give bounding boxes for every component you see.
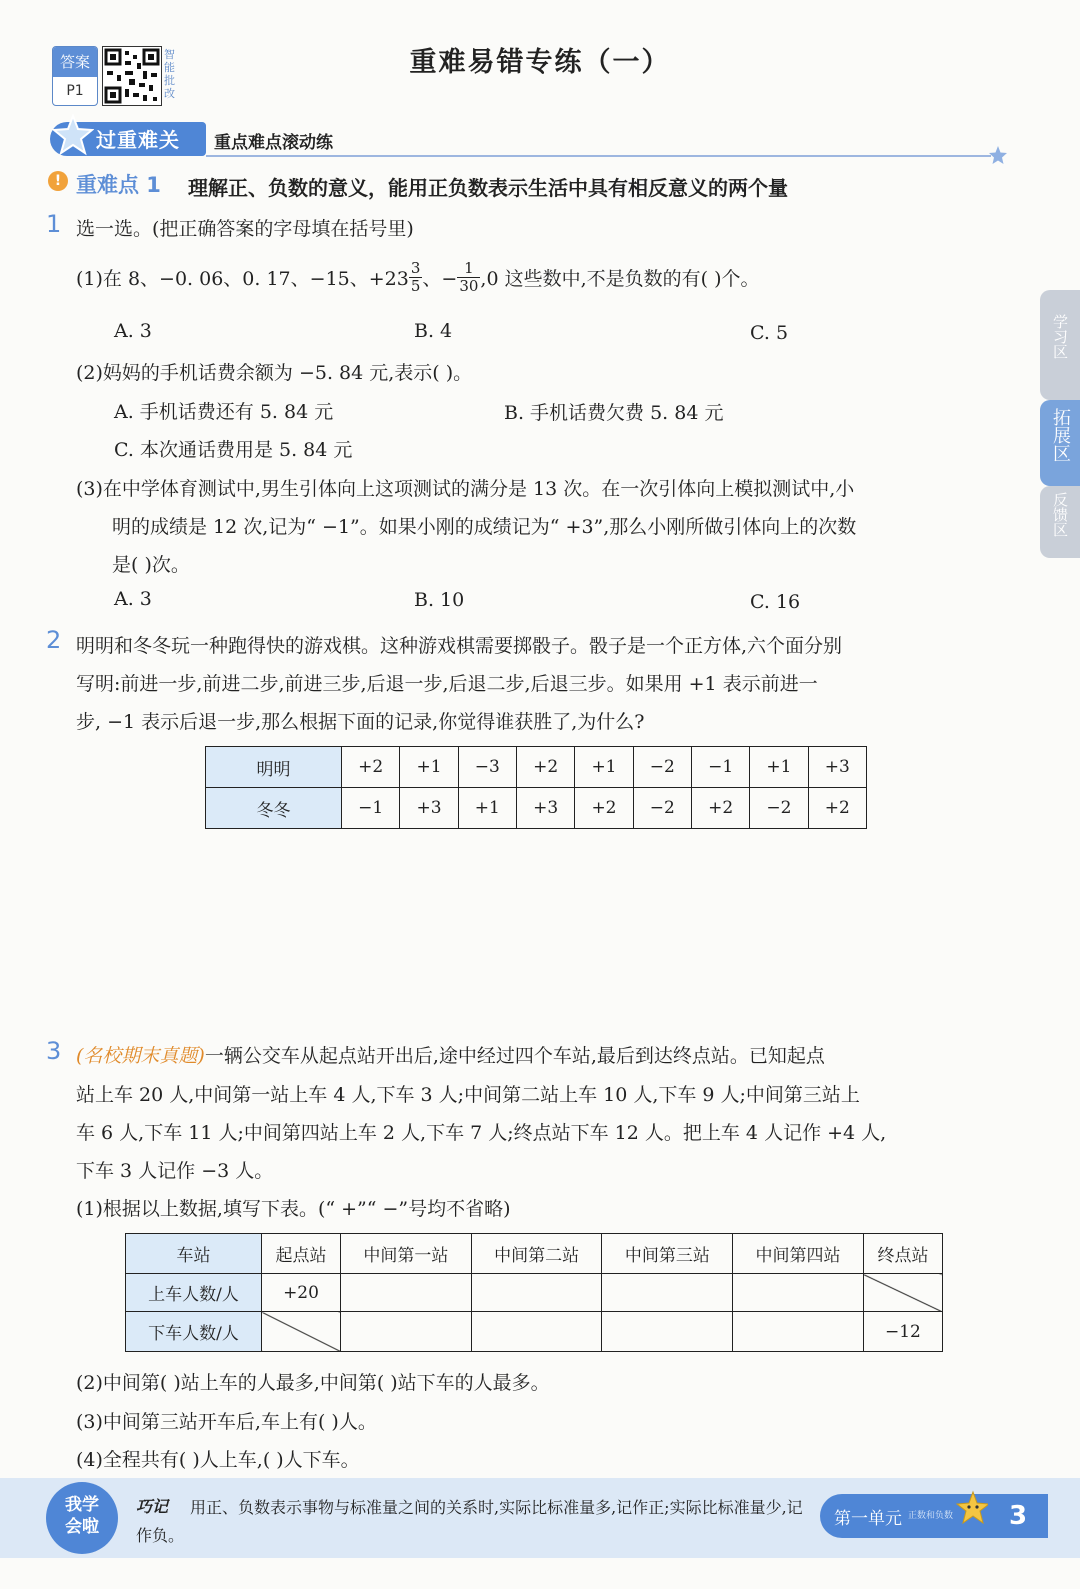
answer-badge-top: 答案 [53, 47, 97, 77]
table-row [126, 1274, 943, 1312]
table-cell: −12 [863, 1312, 942, 1352]
numerator: 1 [457, 260, 480, 278]
qr-label: 智能批改 [164, 48, 175, 100]
answer-cell[interactable] [341, 1312, 472, 1352]
row-header: 明明 [206, 747, 342, 788]
footer-badge [46, 1482, 118, 1554]
question-part: (3)在中学体育测试中,男生引体向上这项测试的满分是 13 次。在一次引体向上模拟测试中,小 [76, 478, 855, 500]
tab-study[interactable] [1040, 290, 1080, 400]
table-cell: −2 [633, 747, 691, 788]
table-cell: +1 [458, 788, 516, 829]
table-row [206, 747, 867, 788]
option: C. 16 [750, 591, 801, 613]
footer-badge-text: 我学会啦 [65, 1495, 99, 1537]
question-part: 是( )次。 [112, 554, 190, 576]
table-cell: +1 [575, 747, 633, 788]
question-text: 、− [422, 267, 458, 290]
score-table [205, 746, 867, 829]
question-text: 写明:前进一步,前进二步,前进三步,后退一步,后退二步,后退三步。如果用 +1 表示前进一 [76, 673, 818, 695]
question-part: (1)根据以上数据,填写下表。(“ +”“ −”号均不省略) [76, 1198, 511, 1220]
question-text: 步, −1 表示后退一步,那么根据下面的记录,你觉得谁获胜了,为什么? [76, 711, 645, 733]
footer-tip: 用正、负数表示事物与标准量之间的关系时,实际比标准量多,记作正;实际比标准量少,记作负。 [136, 1498, 803, 1545]
table-cell: +2 [516, 747, 574, 788]
question-text: 下车 3 人记作 −3 人。 [76, 1160, 274, 1182]
answer-cell[interactable] [733, 1274, 864, 1312]
unit-sublabel: 正数和负数 [908, 1511, 954, 1521]
table-row [126, 1312, 943, 1352]
table-cell: +2 [691, 788, 749, 829]
tab-label: 拓展区 [1050, 408, 1071, 462]
table-cell: +3 [516, 788, 574, 829]
row-header: 上车人数/人 [126, 1274, 262, 1312]
table-cell: +3 [400, 788, 458, 829]
question-part: (2)中间第( )站上车的人最多,中间第( )站下车的人最多。 [76, 1372, 550, 1394]
answer-cell[interactable] [341, 1274, 472, 1312]
option: B. 4 [414, 320, 453, 342]
fraction [457, 260, 480, 295]
option: A. 3 [114, 588, 152, 610]
answer-cell[interactable] [471, 1312, 602, 1352]
question-text: ,0 这些数中,不是负数的有( )个。 [480, 267, 760, 290]
table-cell: +1 [750, 747, 808, 788]
question-stem: 选一选。(把正确答案的字母填在括号里) [76, 218, 414, 240]
table-row [126, 1234, 943, 1274]
star-icon [988, 145, 1008, 169]
row-header: 冬冬 [206, 788, 342, 829]
question-part [76, 252, 759, 302]
denominator: 30 [459, 276, 479, 295]
question-text: (1)在 8、−0. 06、0. 17、−15、+23 [76, 267, 409, 290]
table-cell: +2 [808, 788, 866, 829]
tab-feedback[interactable] [1040, 486, 1080, 558]
table-cell: +2 [342, 747, 400, 788]
table-header: 中间第三站 [602, 1234, 733, 1274]
table-header: 中间第二站 [471, 1234, 602, 1274]
question-part: 明的成绩是 12 次,记为“ −1”。如果小刚的成绩记为“ +3”,那么小刚所做引体向上的次数 [112, 516, 857, 538]
question-text: 明明和冬冬玩一种跑得快的游戏棋。这种游戏棋需要掷骰子。骰子是一个正方体,六个面分别 [76, 635, 843, 657]
option: C. 本次通话费用是 5. 84 元 [114, 439, 353, 461]
question-part: (3)中间第三站开车后,车上有( )人。 [76, 1411, 377, 1433]
numerator: 3 [410, 258, 421, 277]
question-number: 3 [46, 1037, 62, 1065]
answer-cell[interactable] [733, 1312, 864, 1352]
option: A. 手机话费还有 5. 84 元 [114, 401, 334, 423]
fraction [409, 260, 423, 295]
table-header: 起点站 [262, 1234, 341, 1274]
section-banner-title: 过重难关 [96, 128, 180, 152]
question-number: 2 [46, 626, 62, 654]
unit-label: 第一单元 [834, 1509, 902, 1529]
footer-tip-label: 巧记 [136, 1497, 169, 1516]
star-mascot-icon [52, 114, 94, 156]
question-text [76, 1041, 825, 1068]
page-title: 重难易错专练（一） [409, 47, 671, 78]
table-header: 中间第四站 [733, 1234, 864, 1274]
answer-page-ref: P1 [66, 83, 84, 99]
option: B. 10 [414, 589, 465, 611]
table-cell: +20 [262, 1274, 341, 1312]
table-cell: +1 [400, 747, 458, 788]
question-text: 站上车 20 人,中间第一站上车 4 人,下车 3 人;中间第二站上车 10 人,下车 9 人;中间第三站上 [76, 1084, 860, 1106]
question-part: (2)妈妈的手机话费余额为 −5. 84 元,表示( )。 [76, 362, 473, 384]
table-cell: +2 [575, 788, 633, 829]
answer-cell[interactable] [471, 1274, 602, 1312]
table-cell: −1 [691, 747, 749, 788]
key-point-text: 理解正、负数的意义，能用正负数表示生活中具有相反意义的两个量 [188, 176, 788, 200]
source-tag: (名校期末真题) [76, 1045, 205, 1067]
table-header: 车站 [126, 1234, 262, 1274]
table-cell: −2 [750, 788, 808, 829]
star-mascot-icon [956, 1490, 990, 1534]
table-cell: −3 [458, 747, 516, 788]
divider [206, 155, 991, 157]
table-header: 中间第一站 [341, 1234, 472, 1274]
option: B. 手机话费欠费 5. 84 元 [504, 402, 724, 424]
question-text: 车 6 人,下车 11 人;中间第四站上车 2 人,下车 7 人;终点站下车 12 人。把上车 4 人记作 +4 人, [76, 1122, 887, 1144]
table-row [206, 788, 867, 829]
answer-cell[interactable] [602, 1274, 733, 1312]
tab-label: 学习区 [1051, 314, 1069, 359]
table-header: 终点站 [863, 1234, 942, 1274]
section-banner-subtitle: 重点难点滚动练 [214, 133, 333, 153]
tab-label: 反馈区 [1051, 492, 1069, 537]
option: A. 3 [114, 320, 152, 342]
row-header: 下车人数/人 [126, 1312, 262, 1352]
option: C. 5 [750, 322, 789, 344]
key-point-label: 重难点 1 [76, 173, 161, 197]
table-cell: −1 [342, 788, 400, 829]
slashed-cell [262, 1312, 341, 1352]
table-cell: +3 [808, 747, 866, 788]
bus-table [125, 1233, 943, 1352]
page-number: 3 [988, 1494, 1048, 1538]
question-number: 1 [46, 210, 62, 238]
question-part: (4)全程共有( )人上车,( )人下车。 [76, 1449, 360, 1471]
tab-extend[interactable] [1040, 400, 1080, 486]
table-cell: −2 [633, 788, 691, 829]
answer-cell[interactable] [602, 1312, 733, 1352]
slashed-cell [863, 1274, 942, 1312]
denominator: 5 [410, 276, 421, 295]
question-text: 一辆公交车从起点站开出后,途中经过四个车站,最后到达终点站。已知起点 [204, 1045, 825, 1067]
key-point-icon: ! [48, 171, 68, 191]
